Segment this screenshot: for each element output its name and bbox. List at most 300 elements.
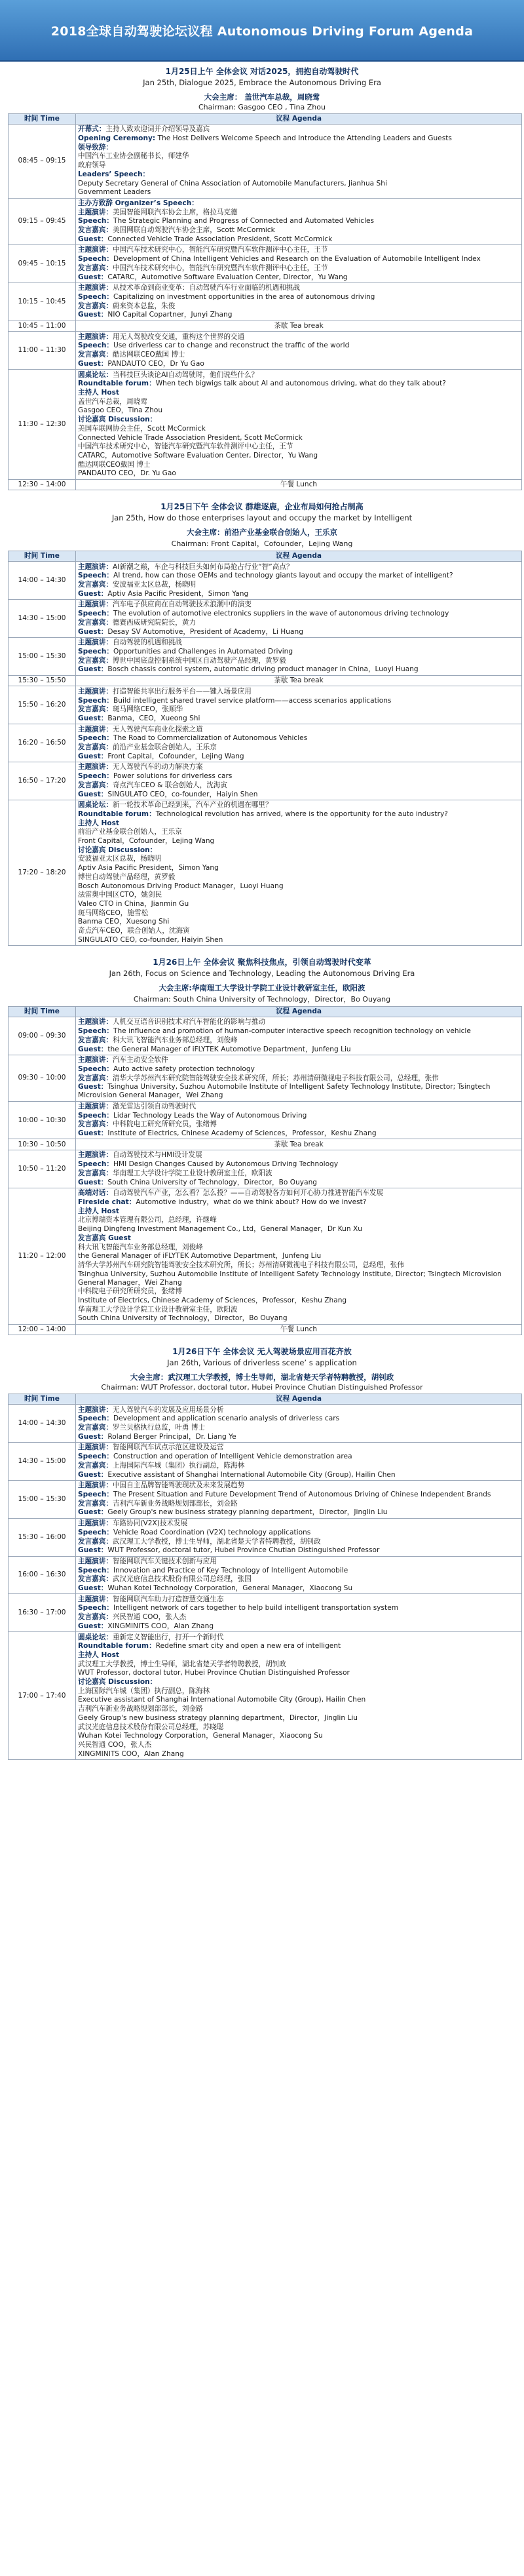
line-label: 主题演讲： [78, 1443, 113, 1452]
session-time: 12:30 – 14:00 [9, 479, 76, 490]
agenda-line [78, 360, 519, 369]
line-label: 领导致辞： [78, 143, 113, 151]
line-label: Speech： [78, 1160, 113, 1169]
line-text: the General Manager of iFLYTEK Automotive Department，Junfeng Liu [107, 1045, 351, 1053]
day-header [8, 497, 516, 524]
line-text: 博世中国底盘控制系统中国区自动驾驶产品经理，黄罗毅 [112, 656, 286, 665]
table-row [9, 1101, 522, 1139]
session-content [76, 675, 522, 686]
line-text: Tsinghua University, Suzhou Automobile Institute of Intelligent Safety Technology Institute, Director; Tsingtech Microvision General Manager，Wei Zhang [78, 1270, 502, 1287]
table-row [9, 637, 522, 675]
session-content [76, 1324, 522, 1335]
line-label: Roundtable forum： [78, 810, 156, 818]
line-text: Aptiv Asia Pacific President，Simon Yang [107, 589, 249, 598]
agenda-line [78, 1566, 519, 1575]
line-label: Speech： [78, 1566, 113, 1574]
session-content [76, 600, 522, 638]
agenda-line [78, 424, 519, 433]
agenda-line [78, 927, 519, 936]
session-content [76, 1405, 522, 1443]
agenda-line [78, 397, 519, 406]
agenda-line [78, 226, 519, 235]
agenda-line [78, 1432, 519, 1441]
line-text: 从技术革命到商业变革：自动驾驶汽车行业面临的机遇和挑战 [112, 284, 300, 292]
line-text: Intelligent network of cars together to help build intelligent transportation system [113, 1604, 399, 1612]
line-label: 发言嘉宾： [78, 656, 113, 665]
session-time: 15:50 – 16:20 [9, 686, 76, 724]
agenda-line [78, 1225, 519, 1234]
line-label: 主持人 Host [78, 1650, 119, 1659]
line-label: 主题演讲： [78, 1018, 113, 1026]
agenda-line [78, 1537, 519, 1546]
session-content [76, 332, 522, 370]
line-text: 奇点汽车CEO，联合创始人，沈海寅 [78, 927, 190, 935]
agenda-line [78, 416, 519, 425]
line-label: Guest： [78, 1470, 108, 1479]
line-text: Lidar Technology Leads the Way of Autonomous Driving [113, 1111, 307, 1120]
table-row [9, 1443, 522, 1481]
agenda-line [78, 1261, 519, 1270]
agenda-line [78, 627, 519, 636]
agenda-line [78, 342, 519, 351]
table-row [9, 332, 522, 370]
day-spacer [8, 1335, 516, 1342]
session-time: 12:00 – 14:00 [9, 1324, 76, 1335]
line-text: Desay SV Automotive，President of Academy，Li Huang [107, 627, 303, 636]
line-text: Institute of Electrics, Chinese Academy of Sciences，Professor，Keshu Zhang [107, 1129, 377, 1138]
line-label: 主题演讲： [78, 1151, 113, 1160]
line-text: 北京博瑞资本管理有限公司，总经理，许继峰 [78, 1216, 217, 1224]
table-row [9, 762, 522, 800]
table-row [9, 283, 522, 321]
line-text: Executive assistant of Shanghai International Automobile City (Group), Hailin Chen [107, 1470, 396, 1479]
agenda-line [78, 1065, 519, 1074]
agenda-line [78, 572, 519, 581]
line-text: 斑马网络CEO，张顺华 [112, 705, 183, 714]
line-text: 安波福亚太区总裁，杨晓明 [112, 581, 196, 589]
agenda-line [78, 891, 519, 900]
day-title-cn: 1月26日上午 全体会议 聚焦科技焦点，引领自动驾驶时代变革 [153, 958, 371, 967]
line-text: CATARC，Automotive Software Evaluation Center, Director，Yu Wang [78, 451, 318, 459]
line-text: 上海国际汽车城（集团）执行副总，陈海林 [112, 1461, 245, 1470]
day-title-en: Jan 26th, Various of driverless scene’ s application [167, 1358, 357, 1368]
line-label: Speech： [78, 734, 113, 743]
session-content [76, 245, 522, 283]
table-header-row [9, 1394, 522, 1405]
session-time: 09:30 – 10:00 [9, 1055, 76, 1101]
session-time: 14:30 – 15:00 [9, 600, 76, 638]
agenda-table [8, 113, 522, 490]
line-text: South China University of Technology，Director，Bo Ouyang [107, 1178, 318, 1186]
agenda-line [78, 705, 519, 714]
line-label: 主持人 Host [78, 1207, 119, 1215]
line-label: Speech： [78, 610, 113, 618]
session-time: 14:00 – 14:30 [9, 1405, 76, 1443]
line-label: Guest： [78, 235, 108, 243]
line-text: 重新定义智能出行，打开一个新时代 [112, 1633, 224, 1641]
line-label: 主题演讲： [78, 1102, 113, 1110]
session-content [76, 1017, 522, 1055]
agenda-line [78, 1557, 519, 1567]
table-header-row [9, 1007, 522, 1017]
line-label: Guest： [78, 273, 108, 281]
session-content [76, 562, 522, 600]
session-time: 14:00 – 14:30 [9, 562, 76, 600]
agenda-line [78, 1234, 519, 1243]
line-label: 主题演讲： [78, 1519, 113, 1528]
line-text: PANDAUTO CEO，Dr. Yu Gao [78, 469, 176, 478]
line-label: Guest： [78, 311, 108, 319]
agenda-line [78, 734, 519, 743]
line-label: 主题演讲： [78, 1595, 113, 1603]
agenda-line [78, 1151, 519, 1160]
agenda-line [78, 935, 519, 945]
session-time: 10:15 – 10:45 [9, 283, 76, 321]
line-text: Vehicle Road Coordination (V2X) technology applications [113, 1528, 311, 1536]
table-row [9, 370, 522, 479]
table-row [9, 245, 522, 283]
agenda-line [78, 1604, 519, 1613]
session-time: 17:00 – 17:40 [9, 1632, 76, 1760]
agenda-line [78, 1103, 519, 1112]
line-text: AI新潮之巅，车企与科技巨头如何布局抢占行业“智”高点？ [112, 562, 293, 571]
agenda-line [78, 610, 519, 619]
chair-cn: 大会主席： 盖世汽车总裁，周晓莺 [204, 92, 320, 102]
agenda-line [78, 725, 519, 734]
session-time: 08:45 – 09:15 [9, 124, 76, 198]
agenda-line [78, 1325, 519, 1335]
agenda-line [78, 900, 519, 909]
line-label: Speech： [78, 342, 113, 350]
line-text: Beijing Dingfeng Investment Management Co., Ltd，General Manager，Dr Kun Xu [78, 1225, 362, 1234]
line-text: The Present Situation and Future Development Trend of Autonomous Driving of Chinese Independent Brands [113, 1491, 491, 1498]
agenda-line [78, 846, 519, 855]
agenda-line [78, 273, 519, 282]
line-text: 自动驾驶的机遇和挑战 [112, 638, 182, 647]
line-text: 茶歇 Tea break [274, 1140, 324, 1148]
agenda-content [0, 62, 524, 1760]
table-row [9, 562, 522, 600]
agenda-line [78, 1027, 519, 1036]
agenda-line [78, 1305, 519, 1314]
line-text: 人机交互语音识别技术对汽车智能化的影响与推动 [112, 1018, 266, 1026]
agenda-line [78, 263, 519, 273]
session-content [76, 370, 522, 479]
agenda-line [78, 161, 519, 170]
agenda-line [78, 1519, 519, 1529]
line-label: 讨论嘉宾 Discussion： [78, 846, 157, 854]
agenda-line [78, 581, 519, 590]
agenda-line [78, 1660, 519, 1669]
session-content [76, 283, 522, 321]
table-row [9, 1632, 522, 1760]
agenda-line [78, 235, 519, 244]
line-text: Front Capital，Cofounder，Lejing Wang [107, 752, 244, 760]
line-text: When tech bigwigs talk about AI and autonomous driving, what do they talk about? [155, 380, 446, 388]
chair-header [8, 1369, 516, 1394]
table-row [9, 1480, 522, 1518]
line-text: 美国智能网联汽车协会主席，格拉马克德 [112, 208, 238, 216]
line-text: 自动驾驶汽车产业，怎么看？怎么投？——自动驾驶各方如何开心协力推进智能汽车发展 [112, 1189, 384, 1198]
session-content [76, 1139, 522, 1150]
line-text: Roland Berger Principal，Dr. Liang Ye [107, 1432, 236, 1441]
table-row [9, 600, 522, 638]
line-label: 发言嘉宾： [78, 226, 113, 235]
agenda-line [78, 293, 519, 302]
agenda-line [78, 828, 519, 837]
agenda-line [78, 1508, 519, 1517]
line-label: Guest： [78, 1129, 108, 1138]
line-text: The evolution of automotive electronics suppliers in the wave of autonomous driving technology [113, 610, 449, 618]
agenda-line [78, 322, 519, 331]
line-text: Geely Group's new business strategy planning department，Director，Jinglin Liu [78, 1713, 358, 1722]
agenda-line [78, 134, 519, 144]
session-content [76, 1443, 522, 1481]
agenda-line [78, 1252, 519, 1261]
day-title-en: Jan 25th, How do those enterprises layout and occupy the market by Intelligent [111, 513, 413, 523]
agenda-line [78, 696, 519, 705]
line-text: XINGMINITS COO，Alan Zhang [78, 1749, 184, 1758]
agenda-line [78, 1669, 519, 1678]
line-text: 蔚来资本总监，朱俊 [112, 302, 176, 310]
agenda-line [78, 1499, 519, 1508]
agenda-line [78, 469, 519, 478]
agenda-line [78, 1140, 519, 1149]
agenda-line [78, 1741, 519, 1750]
line-label: 发言嘉宾： [78, 1613, 113, 1622]
line-text: 智能网联汽车试点示范区建设及运营 [112, 1443, 224, 1452]
line-text: Automotive industry，what do we think about? How do we invest? [136, 1198, 367, 1206]
table-row [9, 1594, 522, 1632]
line-text: Auto active safety protection technology [113, 1064, 255, 1073]
line-label: Leaders’ Speech： [78, 170, 150, 178]
line-label: Speech： [78, 1528, 113, 1536]
line-text: 斑马网络CEO，施雪松 [78, 908, 149, 917]
agenda-line [78, 1651, 519, 1660]
line-label: Guest： [78, 1083, 108, 1091]
table-row [9, 686, 522, 724]
day-title-cn: 1月26日下午 全体会议 无人驾驶场景应用百花齐放 [172, 1347, 352, 1357]
day-spacer [8, 946, 516, 952]
line-text: CATARC，Automotive Software Evaluation Center, Director，Yu Wang [107, 273, 348, 281]
line-text: 智能网联汽车关键技术创新与应用 [112, 1557, 217, 1565]
line-label: Speech： [78, 217, 113, 225]
agenda-line [78, 882, 519, 891]
line-text: 汽车主动安全软件 [112, 1056, 168, 1064]
line-text: 德赛西威研究院院长，黄力 [112, 618, 196, 627]
line-text: 科大讯飞智能汽车业务部总经理，刘俊峰 [112, 1036, 238, 1044]
agenda-line [78, 1732, 519, 1741]
line-text: 安波福亚太区总裁，杨晓明 [78, 855, 162, 863]
session-content [76, 124, 522, 198]
agenda-line [78, 1216, 519, 1225]
line-label: Roundtable forum： [78, 380, 156, 388]
line-text: PANDAUTO CEO，Dr Yu Gao [107, 359, 204, 368]
line-label: 圆桌论坛： [78, 1633, 113, 1641]
line-text: Use driverless car to change and reconstruct the traffic of the world [113, 342, 350, 350]
agenda-line [78, 1169, 519, 1178]
agenda-line [78, 743, 519, 752]
agenda-line [78, 589, 519, 598]
agenda-line [78, 1696, 519, 1705]
agenda-line [78, 170, 519, 179]
chair-en: Chairman: Front Capital，Cofounder，Lejing Wang [171, 539, 353, 549]
line-text: 吉利汽车新业务战略规划部部长，刘金路 [78, 1705, 203, 1713]
agenda-line [78, 864, 519, 873]
agenda-line [78, 302, 519, 311]
agenda-line [78, 676, 519, 686]
line-text: Construction and operation of Intelligent Vehicle demonstration area [113, 1453, 352, 1461]
agenda-line [78, 1424, 519, 1433]
line-label: Speech： [78, 1415, 113, 1423]
agenda-line [78, 1297, 519, 1306]
line-text: 法雷奥中国区CTO，姚剑民 [78, 891, 162, 899]
agenda-line [78, 1462, 519, 1471]
line-text: AI trend, how can those OEMs and technology giants layout and occupy the market of intelligent? [113, 572, 453, 580]
column-header-time: 时间 Time [9, 1394, 76, 1405]
session-content [76, 1556, 522, 1594]
line-text: Opportunities and Challenges in Automated Driving [113, 647, 293, 655]
session-content [76, 1188, 522, 1324]
line-text: 无人驾驶汽车的发展及应用场景分析 [112, 1405, 224, 1414]
line-label: 主题演讲： [78, 1557, 113, 1565]
line-label: 发言嘉宾 Guest [78, 1234, 131, 1242]
agenda-line [78, 781, 519, 790]
line-label: Speech： [78, 572, 113, 580]
line-label: Roundtable forum： [78, 1642, 156, 1650]
agenda-line [78, 125, 519, 134]
line-label: 主持人 Host [78, 389, 119, 397]
line-text: 茶歇 Tea break [274, 676, 324, 685]
agenda-line [78, 1405, 519, 1415]
line-text: The Strategic Planning and Progress of Connected and Automated Vehicles [113, 217, 375, 225]
agenda-line [78, 1056, 519, 1065]
line-text: 武汉理工大学教授，博士生导师，湖北省楚天学者特聘教授，胡钊政 [112, 1537, 321, 1546]
line-text: 自动驾驶技术与HMI设计发展 [112, 1151, 202, 1160]
agenda-line [78, 1018, 519, 1027]
session-time: 11:20 – 12:00 [9, 1188, 76, 1324]
session-time: 14:30 – 15:00 [9, 1443, 76, 1481]
agenda-line [78, 1678, 519, 1687]
session-time: 16:50 – 17:20 [9, 762, 76, 800]
line-text: 用无人驾驶改变交通，重构这个世界的交通 [112, 332, 245, 341]
session-content [76, 1055, 522, 1101]
agenda-line [78, 246, 519, 255]
column-header-time: 时间 Time [9, 551, 76, 562]
agenda-line [78, 772, 519, 781]
day-header [8, 62, 516, 89]
line-text: 酷达网联CEO戴国 博士 [112, 351, 185, 359]
session-content [76, 1518, 522, 1556]
agenda-line [78, 819, 519, 828]
agenda-line [78, 460, 519, 469]
line-label: 主题演讲： [78, 725, 113, 733]
session-content [76, 1150, 522, 1188]
agenda-line [78, 188, 519, 197]
line-label: 发言嘉宾： [78, 302, 113, 310]
line-label: Guest： [78, 790, 108, 798]
chair-cn: 大会主席：前沿产业基金联合创始人，王乐京 [187, 528, 337, 537]
agenda-line [78, 855, 519, 864]
line-text: Banma，CEO，Xueong Shi [107, 714, 200, 722]
agenda-line [78, 406, 519, 416]
chair-header [8, 524, 516, 551]
agenda-line [78, 1481, 519, 1491]
session-content [76, 686, 522, 724]
agenda-line [78, 872, 519, 882]
agenda-line [78, 199, 519, 208]
agenda-line [78, 179, 519, 188]
line-label: 主题演讲： [78, 284, 113, 292]
line-text: Bosch Autonomous Driving Product Manager，Luoyi Huang [78, 882, 284, 890]
table-row [9, 724, 522, 762]
agenda-line [78, 1491, 519, 1500]
agenda-line [78, 389, 519, 398]
line-label: 发言嘉宾： [78, 1424, 113, 1432]
break-row [9, 675, 522, 686]
agenda-line [78, 1243, 519, 1252]
column-header-time: 时间 Time [9, 114, 76, 125]
chair-en: Chairman: WUT Professor, doctoral tutor, Hubei Province Chutian Distinguished Professor [101, 1383, 423, 1392]
line-text: The Host Delivers Welcome Speech and Introduce the Attending Leaders and Guests [155, 134, 452, 143]
session-time: 15:00 – 15:30 [9, 1480, 76, 1518]
line-text: Capitalizing on investment opportunities in the area of autonomous driving [113, 292, 375, 301]
session-content [76, 1101, 522, 1139]
line-label: Speech： [78, 1027, 113, 1036]
line-text: 武汉光庭信息技术股份有限公司总经理，张国 [112, 1575, 252, 1584]
column-header-agenda: 议程 Agenda [76, 1394, 522, 1405]
table-row [9, 1188, 522, 1324]
chair-header [8, 980, 516, 1006]
line-text: 激光雷达引领自动驾驶时代 [112, 1102, 196, 1110]
agenda-line [78, 284, 519, 293]
line-text: 美国车联网协会主任，Scott McCormick [78, 424, 206, 433]
break-row [9, 1139, 522, 1150]
line-label: Guest： [78, 627, 108, 636]
line-label: Speech： [78, 1064, 113, 1073]
page-title: 2018全球自动驾驶论坛议程 Autonomous Driving Forum Agenda [0, 0, 524, 62]
line-label: 发言嘉宾： [78, 1575, 113, 1584]
line-text: 前沿产业基金联合创始人，王乐京 [78, 828, 182, 836]
table-header-row [9, 551, 522, 562]
line-text: 中国汽车工业协会副秘书长，师建华 [78, 152, 189, 161]
chair-en: Chairman: Gasgoo CEO , Tina Zhou [198, 103, 326, 111]
line-label: Guest： [78, 1178, 108, 1186]
agenda-line [78, 1120, 519, 1129]
agenda-line [78, 1178, 519, 1187]
session-time: 09:00 – 09:30 [9, 1017, 76, 1055]
line-text: 酷达网联CEO戴国 博士 [78, 460, 151, 469]
agenda-table [8, 551, 522, 946]
line-label: 主题演讲： [78, 1481, 113, 1490]
line-text: 美国网联自动驾驶汽车协会主席，Scott McCormick [112, 226, 275, 235]
line-text: 政府领导 [78, 161, 106, 170]
line-text: 中国汽车技术研究中心，智能汽车研究暨汽车软件测评中心主任，王节 [112, 246, 328, 254]
line-text: 盖世汽车总裁，周晓莺 [78, 397, 147, 406]
line-label: Speech： [78, 292, 113, 301]
line-text: 博世自动驾驶产品经理，黄罗毅 [78, 872, 176, 881]
line-text: 当科技巨头谈论AI自动驾驶时，他们说些什么？ [112, 370, 259, 379]
line-text: 中科院电工研究所研究员，张绪博 [112, 1120, 217, 1129]
agenda-line [78, 618, 519, 627]
agenda-line [78, 810, 519, 819]
agenda-line [78, 1045, 519, 1054]
line-label: 发言嘉宾： [78, 743, 113, 752]
line-text: Innovation and Practice of Key Technology of Intelligent Automobile [113, 1566, 348, 1574]
line-text: NIO Capital Copartner，Junyi Zhang [107, 311, 233, 319]
agenda-line [78, 1083, 519, 1101]
agenda-line [78, 1036, 519, 1045]
